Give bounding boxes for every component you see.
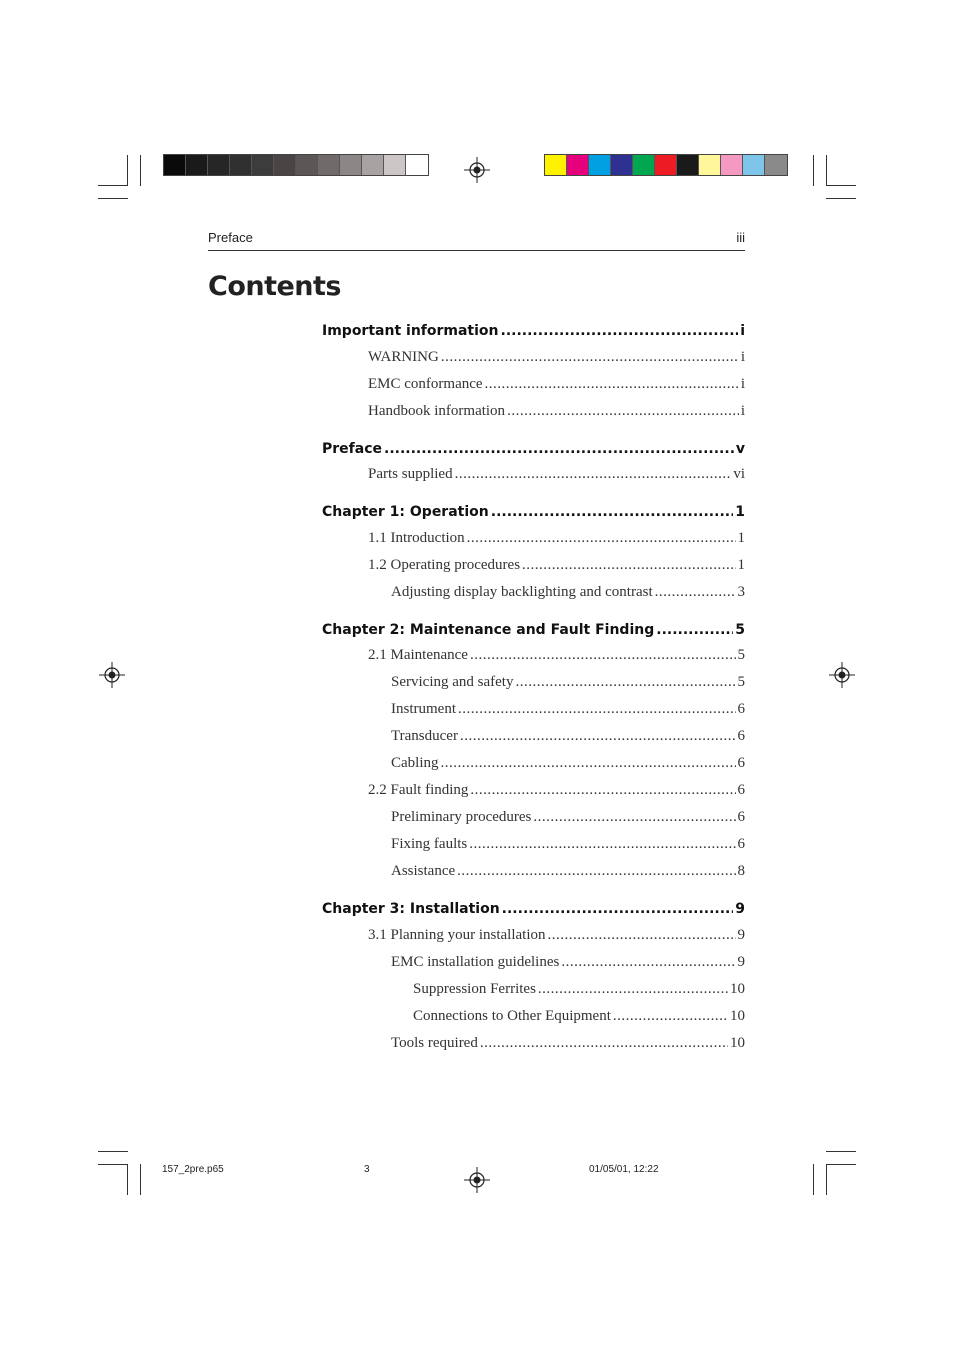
color-swatch <box>186 155 208 175</box>
toc-entry-page: 5 <box>737 647 745 663</box>
dot-leader <box>613 1008 728 1025</box>
toc-entry-page: 6 <box>737 728 745 744</box>
toc-entry[interactable] <box>391 755 745 777</box>
toc-entry[interactable] <box>368 647 745 669</box>
toc-entry-label: Preface <box>322 440 382 457</box>
toc-entry-label: Servicing and safety <box>391 674 514 690</box>
crop-mark-line <box>140 1164 141 1195</box>
toc-entry[interactable] <box>368 376 745 398</box>
toc-entry[interactable] <box>368 349 745 371</box>
color-swatch <box>384 155 406 175</box>
toc-entry-page: i <box>740 323 745 339</box>
toc-entry-page: 6 <box>737 836 745 852</box>
toc-entry-page: 6 <box>737 809 745 825</box>
toc-entry-label: Transducer <box>391 728 458 744</box>
toc-entry[interactable] <box>368 557 745 579</box>
dot-leader <box>501 323 739 339</box>
toc-chapter-entry[interactable] <box>322 323 745 345</box>
dot-leader <box>548 927 736 944</box>
color-swatch <box>611 155 633 175</box>
toc-entry-label: Adjusting display backlighting and contrast <box>391 583 653 600</box>
color-swatch <box>743 155 765 175</box>
toc-entry-page: i <box>740 375 745 392</box>
crop-mark-line <box>826 155 827 186</box>
section-name: Preface <box>208 230 253 245</box>
dot-leader <box>538 981 728 998</box>
crop-mark-line <box>98 185 128 186</box>
toc-entry-label: WARNING <box>368 348 439 365</box>
dot-leader <box>457 863 735 880</box>
toc-entry-page: vi <box>733 466 745 482</box>
color-swatch <box>589 155 611 175</box>
toc-entry-page: 10 <box>730 1007 745 1024</box>
color-swatch <box>406 155 428 175</box>
color-swatch <box>633 155 655 175</box>
dot-leader <box>533 809 735 826</box>
toc-entry-label: Chapter 2: Maintenance and Fault Finding <box>322 621 655 638</box>
toc-entry-page: 8 <box>737 863 745 879</box>
color-swatch <box>699 155 721 175</box>
dot-leader <box>467 530 736 547</box>
toc-entry-label: Connections to Other Equipment <box>413 1007 611 1024</box>
toc-entry-label: 3.1 Planning your installation <box>368 926 546 943</box>
toc-entry-page: 5 <box>735 621 745 638</box>
registration-mark-icon <box>829 662 855 688</box>
toc-entry[interactable] <box>368 466 745 488</box>
registration-mark-icon <box>464 157 490 183</box>
page-title: Contents <box>208 271 342 302</box>
toc-entry[interactable] <box>391 809 745 831</box>
slug-filename: 157_2pre.p65 <box>162 1164 224 1175</box>
toc-entry[interactable] <box>368 403 745 425</box>
toc-entry-label: Instrument <box>391 701 456 717</box>
toc-entry-page: 6 <box>737 782 745 798</box>
toc-entry-label: Important information <box>322 323 499 339</box>
dot-leader <box>384 441 734 457</box>
toc-entry-page: 10 <box>730 1034 745 1051</box>
dot-leader <box>480 1035 728 1052</box>
toc-entry[interactable] <box>391 1035 745 1057</box>
toc-entry-label: Assistance <box>391 863 456 879</box>
dot-leader <box>522 557 735 574</box>
dot-leader <box>460 728 736 745</box>
dot-leader <box>469 836 735 853</box>
toc-entry-label: 2.2 Fault finding <box>368 782 469 798</box>
crop-mark-line <box>98 1164 128 1165</box>
registration-mark-icon <box>99 662 125 688</box>
toc-entry-label: 1.1 Introduction <box>368 529 465 546</box>
crop-mark-line <box>813 1164 814 1195</box>
crop-mark-line <box>140 155 141 186</box>
toc-entry-page: v <box>735 440 745 457</box>
header-page-number: iii <box>736 230 745 245</box>
toc-entry-label: EMC installation guidelines <box>391 953 560 970</box>
toc-entry-label: Tools required <box>391 1034 478 1051</box>
toc-chapter-entry[interactable] <box>322 901 745 923</box>
slug-page-number: 3 <box>364 1164 370 1175</box>
toc-entry[interactable] <box>368 530 745 552</box>
toc-entry-page: 1 <box>735 504 745 520</box>
toc-entry-page: 6 <box>737 755 745 771</box>
dot-leader <box>656 622 733 638</box>
toc-entry[interactable] <box>413 981 745 1003</box>
toc-entry-label: Chapter 3: Installation <box>322 901 500 917</box>
process-color-bar <box>544 154 788 176</box>
toc-entry[interactable] <box>391 863 745 885</box>
dot-leader <box>561 954 735 971</box>
crop-mark-line <box>826 1164 856 1165</box>
color-swatch <box>230 155 252 175</box>
color-swatch <box>274 155 296 175</box>
crop-mark-line <box>826 1164 827 1195</box>
dot-leader <box>441 349 739 366</box>
toc-entry[interactable] <box>368 927 745 949</box>
color-swatch <box>318 155 340 175</box>
toc-entry-page: 1 <box>737 529 745 546</box>
toc-entry-label: Parts supplied <box>368 466 453 482</box>
toc-entry-page: 9 <box>737 953 745 970</box>
color-swatch <box>545 155 567 175</box>
crop-mark-line <box>826 1151 856 1152</box>
crop-mark-line <box>98 1151 128 1152</box>
toc-entry-label: 1.2 Operating procedures <box>368 556 521 573</box>
color-swatch <box>296 155 318 175</box>
dot-leader <box>507 403 739 420</box>
crop-mark-line <box>127 1164 128 1195</box>
toc-entry-label: Preliminary procedures <box>391 809 532 825</box>
toc-entry-page: 9 <box>735 901 745 917</box>
running-header <box>208 230 745 251</box>
registration-mark-icon <box>464 1167 490 1193</box>
crop-mark-line <box>127 155 128 186</box>
dot-leader <box>470 647 736 664</box>
toc-entry[interactable] <box>413 1008 745 1030</box>
color-swatch <box>164 155 186 175</box>
grayscale-color-bar <box>163 154 429 176</box>
dot-leader <box>455 466 732 483</box>
toc-entry-label: Handbook information <box>368 402 506 419</box>
dot-leader <box>491 504 734 520</box>
dot-leader <box>655 584 736 601</box>
toc-chapter-entry[interactable] <box>322 504 745 526</box>
color-swatch <box>721 155 743 175</box>
toc-entry-page: i <box>740 348 745 365</box>
dot-leader <box>458 701 736 718</box>
toc-entry-label: Cabling <box>391 755 439 771</box>
color-swatch <box>208 155 230 175</box>
toc-entry-page: i <box>740 402 745 419</box>
toc-entry-page: 3 <box>737 583 745 600</box>
color-swatch <box>252 155 274 175</box>
color-swatch <box>340 155 362 175</box>
crop-mark-line <box>826 185 856 186</box>
color-swatch <box>362 155 384 175</box>
toc-entry-label: EMC conformance <box>368 375 483 392</box>
toc-entry[interactable] <box>391 728 745 750</box>
toc-entry[interactable] <box>391 584 745 606</box>
dot-leader <box>502 901 734 917</box>
toc-entry-page: 10 <box>730 980 745 997</box>
toc-entry-page: 1 <box>737 556 745 573</box>
dot-leader <box>515 674 735 691</box>
dot-leader <box>485 376 739 393</box>
toc-entry-label: 2.1 Maintenance <box>368 647 468 663</box>
color-swatch <box>765 155 787 175</box>
toc-entry-label: Chapter 1: Operation <box>322 504 489 520</box>
crop-mark-line <box>98 198 128 199</box>
toc-chapter-entry[interactable] <box>322 441 745 463</box>
toc-entry[interactable] <box>391 836 745 858</box>
crop-mark-line <box>813 155 814 186</box>
toc-entry[interactable] <box>391 674 745 696</box>
color-swatch <box>567 155 589 175</box>
dot-leader <box>470 782 735 799</box>
toc-entry-page: 6 <box>737 701 745 717</box>
toc-entry[interactable] <box>391 954 745 976</box>
toc-entry-page: 5 <box>737 674 745 690</box>
crop-mark-line <box>826 198 856 199</box>
dot-leader <box>441 755 736 772</box>
slug-datetime: 01/05/01, 12:22 <box>589 1164 659 1175</box>
color-swatch <box>655 155 677 175</box>
toc-entry[interactable] <box>391 701 745 723</box>
color-swatch <box>677 155 699 175</box>
toc-chapter-entry[interactable] <box>322 622 745 644</box>
toc-entry[interactable] <box>368 782 745 804</box>
toc-entry-label: Suppression Ferrites <box>413 980 536 997</box>
toc-entry-label: Fixing faults <box>391 836 468 852</box>
toc-entry-page: 9 <box>737 926 745 943</box>
